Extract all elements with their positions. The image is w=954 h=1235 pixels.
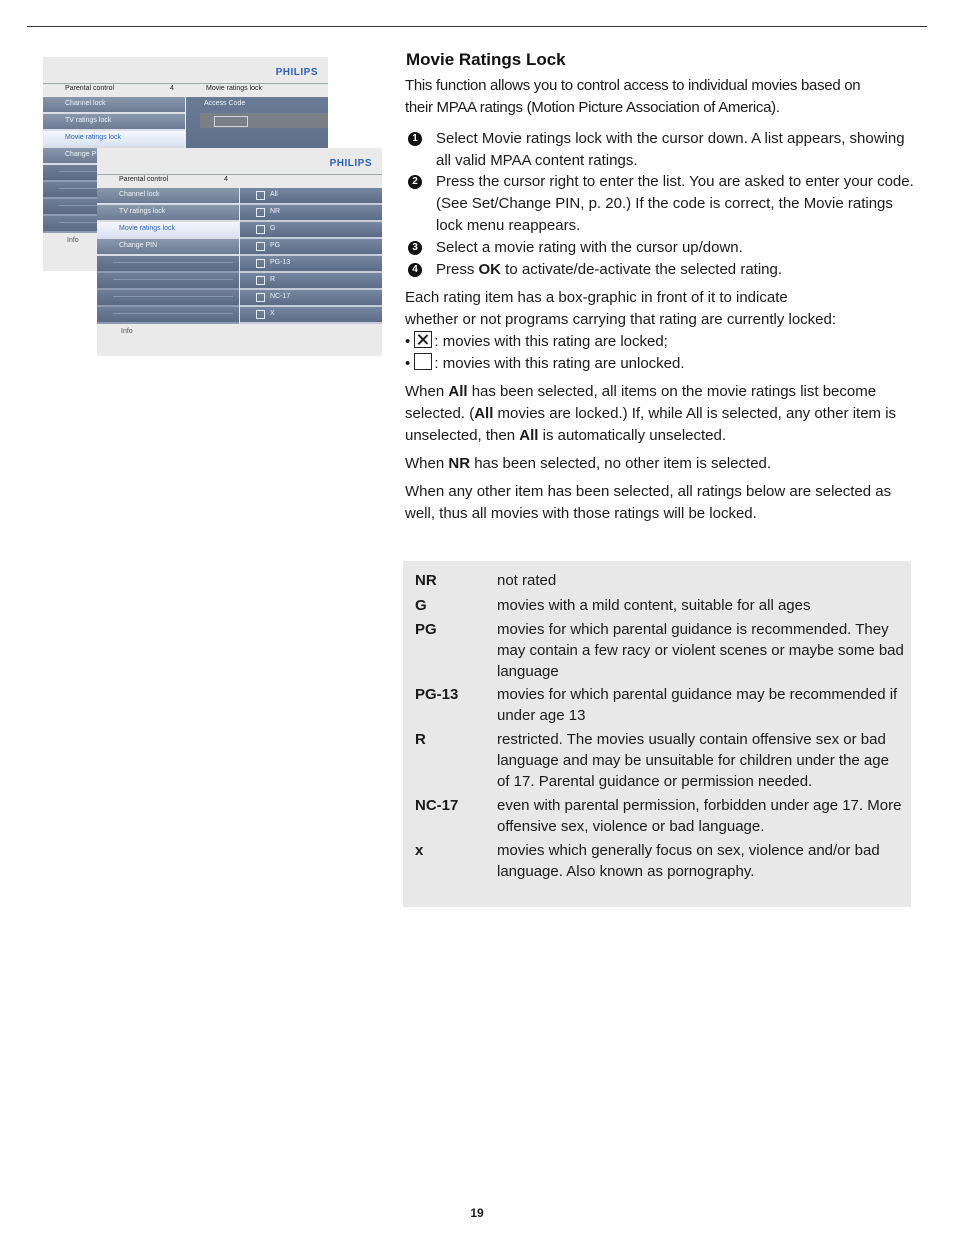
rating-option-nc17[interactable]: NC-17 — [240, 290, 382, 307]
bullet-locked: • : movies with this rating are locked; — [405, 333, 668, 350]
menu-item-change-pin[interactable]: Change P — [43, 148, 185, 165]
checkbox-icon — [256, 208, 265, 217]
rating-option-g[interactable]: G — [240, 222, 382, 239]
philips-logo: PHILIPS — [329, 158, 372, 169]
menu-header-left: Parental control — [119, 176, 169, 183]
menu-item-channel-lock[interactable]: Channel lock — [43, 97, 185, 114]
menu-item-tv-ratings-lock[interactable]: TV ratings lock — [43, 114, 185, 131]
menu-item-movie-ratings-lock[interactable]: Movie ratings lock — [97, 222, 239, 239]
checkbox-icon — [256, 191, 265, 200]
other-paragraph: When any other item has been selected, all ratings below are selected as well, thus all movies with those ratings will be locked. — [405, 483, 892, 522]
ratings-list — [240, 188, 382, 324]
step-number-icon: 3 — [408, 241, 422, 255]
tv-screen-front — [97, 148, 382, 356]
rating-option-pg[interactable]: PG — [240, 239, 382, 256]
checkbox-icon — [256, 310, 265, 319]
rating-description: movies for which parental guidance is recommended. They may contain a few racy or violent scenes or maybe some bad language — [497, 621, 904, 680]
menu-item-tv-ratings-lock[interactable]: TV ratings lock — [97, 205, 239, 222]
empty-box-icon — [414, 353, 432, 370]
rating-code: PG — [415, 621, 437, 638]
rating-description: not rated — [497, 572, 557, 589]
box-description-1: Each rating item has a box-graphic in front of it to indicate — [405, 289, 788, 306]
divider — [43, 83, 328, 84]
checkbox-icon — [256, 259, 265, 268]
menu-item-empty — [97, 256, 239, 273]
menu-item-change-pin[interactable]: Change PIN — [97, 239, 239, 256]
checkbox-icon — [256, 293, 265, 302]
all-paragraph: When All has been selected, all items on the movie ratings list become selected. (All movies are locked.) If, while All is selected, any other item is unselected, then All is automatically unselected. — [405, 383, 897, 444]
checkbox-icon — [256, 276, 265, 285]
checkbox-icon — [256, 242, 265, 251]
rating-option-nr[interactable]: NR — [240, 205, 382, 222]
step-number-icon: 4 — [408, 263, 422, 277]
menu-item-movie-ratings-lock[interactable]: Movie ratings lock — [43, 131, 185, 148]
rating-code: PG-13 — [415, 686, 459, 703]
rating-code: G — [415, 597, 427, 614]
menu-item-empty — [97, 273, 239, 290]
rating-code: NC-17 — [415, 797, 459, 814]
menu-item-channel-lock[interactable]: Channel lock — [97, 188, 239, 205]
step-text: Select a movie rating with the cursor up/down. — [436, 239, 743, 256]
step-text: Press the cursor right to enter the list. You are asked to enter your code. (See Set/Change PIN, p. 20.) If the code is correct, the Movie ratings lock menu reappears. — [436, 173, 914, 234]
rating-code: x — [415, 842, 424, 859]
menu-header-left: Parental control — [65, 85, 115, 92]
nr-paragraph: When NR has been selected, no other item is selected. — [405, 455, 772, 472]
menu-item-empty — [97, 290, 239, 307]
intro-line-2: their MPAA ratings (Motion Picture Association of America). — [405, 99, 780, 116]
philips-logo: PHILIPS — [275, 67, 318, 78]
step-text: Press OK to activate/de-activate the selected rating. — [436, 261, 783, 278]
rating-description: even with parental permission, forbidden under age 17. More offensive sex, violence or bad language. — [497, 797, 902, 835]
rating-code: R — [415, 731, 426, 748]
rating-code: NR — [415, 572, 437, 589]
checked-box-icon — [414, 331, 432, 348]
checkbox-icon — [256, 225, 265, 234]
intro-line-1: This function allows you to control access to individual movies based on — [405, 77, 861, 94]
step-text: Select Movie ratings lock with the cursor down. A list appears, showing all valid MPAA content ratings. — [436, 130, 905, 169]
step-number-icon: 1 — [408, 132, 422, 146]
access-code-label: Access Code — [204, 100, 246, 107]
menu-header-num: 4 — [170, 85, 174, 92]
rating-description: movies which generally focus on sex, violence and/or bad language. Also known as pornography. — [497, 842, 880, 880]
box-description-2: whether or not programs carrying that rating are currently locked: — [405, 311, 837, 328]
page-number: 19 — [470, 1206, 484, 1220]
bullet-unlocked: • : movies with this rating are unlocked. — [405, 355, 685, 372]
step-number-icon: 2 — [408, 175, 422, 189]
rating-description: movies with a mild content, suitable for all ages — [497, 597, 811, 614]
ratings-table — [403, 561, 911, 907]
rating-description: restricted. The movies usually contain offensive sex or bad language and may be unsuitable for children under the age of 17. Parental guidance or permission needed. — [497, 731, 889, 790]
menu-column — [97, 188, 239, 324]
rating-option-pg13[interactable]: PG-13 — [240, 256, 382, 273]
rating-option-r[interactable]: R — [240, 273, 382, 290]
top-rule — [27, 26, 927, 27]
info-label: Info — [67, 237, 79, 244]
rating-description: movies for which parental guidance may be recommended if under age 13 — [497, 686, 898, 724]
menu-item-empty — [97, 307, 239, 324]
rating-option-x[interactable]: X — [240, 307, 382, 324]
section-title: Movie Ratings Lock — [406, 50, 566, 69]
access-code-input[interactable] — [200, 113, 328, 128]
menu-header-num: 4 — [224, 176, 228, 183]
divider — [97, 174, 382, 175]
info-label: Info — [121, 328, 133, 335]
menu-header-right: Movie ratings lock — [206, 85, 263, 92]
rating-option-all[interactable]: All — [240, 188, 382, 205]
